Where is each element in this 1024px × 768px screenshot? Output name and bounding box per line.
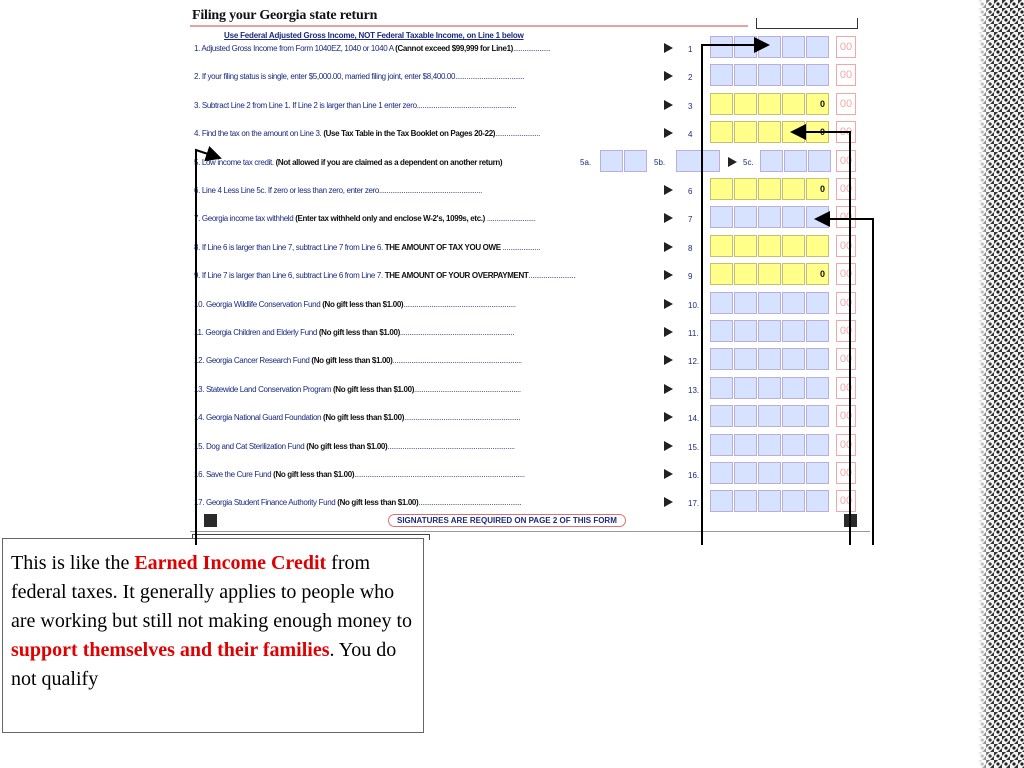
digit-cell[interactable] bbox=[806, 462, 829, 484]
digit-cell[interactable] bbox=[710, 64, 733, 86]
line-arrow-icon bbox=[664, 384, 673, 394]
leader-dots: ............................................................ bbox=[403, 299, 516, 309]
line-5c-input-cell[interactable] bbox=[808, 150, 831, 172]
line-description bbox=[194, 470, 525, 479]
line-bold-text: (No gift less than $1.00) bbox=[318, 328, 400, 337]
amount-value: 0 bbox=[819, 98, 825, 109]
line-number: 4 bbox=[688, 130, 693, 140]
digit-cell[interactable] bbox=[710, 206, 733, 228]
digit-cell[interactable] bbox=[710, 377, 733, 399]
line-arrow-icon bbox=[664, 213, 673, 223]
form-line-4 bbox=[190, 121, 870, 145]
line-arrow-icon bbox=[664, 469, 673, 479]
digit-cell[interactable] bbox=[710, 490, 733, 512]
form-line-2 bbox=[190, 64, 870, 88]
leader-dots: ......................................................... bbox=[414, 384, 521, 394]
line-number: 3 bbox=[688, 101, 693, 111]
line-text: 10. Georgia Wildlife Conservation Fund bbox=[194, 299, 323, 309]
cents-input[interactable]: 00 bbox=[836, 93, 856, 115]
line-bold-text: (No gift less than $1.00) bbox=[311, 356, 393, 366]
line-arrow-icon bbox=[664, 270, 673, 280]
digit-cell[interactable] bbox=[782, 64, 805, 86]
digit-cell[interactable] bbox=[710, 320, 733, 342]
line-text: 5. Low income tax credit. bbox=[194, 157, 276, 167]
line-arrow-icon bbox=[664, 100, 673, 110]
line-5b-input-cell[interactable] bbox=[676, 150, 720, 172]
line-bold-text: (No gift less than $1.00) bbox=[322, 299, 404, 309]
digit-cell[interactable] bbox=[806, 263, 829, 285]
digit-cell[interactable] bbox=[758, 434, 781, 456]
digit-cell[interactable] bbox=[806, 235, 829, 257]
amount-input[interactable] bbox=[710, 405, 830, 427]
digit-cell[interactable] bbox=[734, 377, 757, 399]
line-bold-text: THE AMOUNT OF TAX YOU OWE bbox=[384, 242, 501, 252]
georgia-tax-form bbox=[190, 0, 870, 545]
line-number: 15. bbox=[688, 442, 700, 452]
line-text: 8. If Line 6 is larger than Line 7, subtract Line 7 from Line 6. bbox=[194, 242, 385, 252]
digit-cell[interactable] bbox=[758, 235, 781, 257]
leader-dots: ..................................................... bbox=[416, 100, 516, 110]
line-text: 15. Dog and Cat Sterilization Fund bbox=[194, 441, 307, 451]
cents-input[interactable]: 00 bbox=[836, 150, 856, 172]
line-arrow-icon bbox=[664, 43, 673, 53]
amount-value: 0 bbox=[819, 127, 825, 138]
cents-input[interactable]: 00 bbox=[836, 434, 856, 456]
digit-cell[interactable] bbox=[758, 178, 781, 200]
digit-cell[interactable] bbox=[782, 93, 805, 115]
line-number: 7 bbox=[688, 215, 693, 225]
line-text: 14. Georgia National Guard Foundation bbox=[194, 413, 324, 423]
digit-cell[interactable] bbox=[806, 206, 829, 228]
digit-cell[interactable] bbox=[758, 263, 781, 285]
amount-input[interactable] bbox=[710, 348, 830, 370]
line-text: 12. Georgia Cancer Research Fund bbox=[194, 356, 312, 366]
cents-input[interactable]: 00 bbox=[836, 121, 856, 143]
digit-cell[interactable] bbox=[734, 348, 757, 370]
digit-cell[interactable] bbox=[710, 263, 733, 285]
line-text: 6. Line 4 Less Line 5c. If zero or less than zero, enter zero bbox=[194, 186, 379, 195]
leader-dots: .............................................................. bbox=[404, 413, 521, 423]
line-number: 11. bbox=[688, 329, 699, 338]
digit-cell[interactable] bbox=[734, 64, 757, 86]
digit-cell[interactable] bbox=[782, 121, 805, 143]
digit-cell[interactable] bbox=[710, 178, 733, 200]
digit-cell[interactable] bbox=[734, 434, 757, 456]
line-arrow-icon bbox=[728, 157, 737, 167]
line-number: 14. bbox=[688, 414, 700, 424]
digit-cell[interactable] bbox=[710, 405, 733, 427]
digit-cell[interactable] bbox=[782, 348, 805, 370]
leader-dots: .................... bbox=[500, 242, 541, 252]
decorative-pattern-strip bbox=[978, 0, 1024, 768]
line-description bbox=[194, 72, 524, 81]
leader-dots: ....................................................... bbox=[418, 498, 522, 508]
digit-cell[interactable] bbox=[806, 64, 829, 86]
digit-cell[interactable] bbox=[806, 348, 829, 370]
form-line-8 bbox=[190, 235, 870, 259]
digit-cell[interactable] bbox=[782, 320, 805, 342]
digit-cell[interactable] bbox=[710, 36, 733, 58]
leader-dots: .................................................................... bbox=[387, 441, 515, 451]
digit-cell[interactable] bbox=[758, 320, 781, 342]
digit-cell[interactable] bbox=[758, 36, 781, 58]
digit-cell[interactable] bbox=[734, 405, 757, 427]
line-arrow-icon bbox=[664, 327, 673, 337]
registration-mark-left bbox=[204, 514, 217, 527]
digit-cell[interactable] bbox=[734, 121, 757, 143]
digit-cell[interactable] bbox=[734, 235, 757, 257]
digit-cell[interactable] bbox=[710, 292, 733, 314]
amount-input[interactable] bbox=[710, 320, 830, 342]
line-arrow-icon bbox=[664, 497, 673, 507]
line-arrow-icon bbox=[664, 355, 673, 365]
digit-cell[interactable] bbox=[734, 292, 757, 314]
form-line-3 bbox=[190, 93, 870, 117]
line-number: 16. bbox=[688, 471, 700, 480]
pattern-graphic bbox=[978, 0, 1024, 768]
callout-text-2: from federal taxes. It generally applies to people who are working but still not making enough money to bbox=[11, 552, 413, 632]
amount-input[interactable] bbox=[710, 64, 830, 86]
amount-input[interactable] bbox=[710, 462, 830, 484]
digit-cell[interactable] bbox=[782, 263, 805, 285]
digit-cell[interactable] bbox=[782, 36, 805, 58]
cents-input[interactable]: 00 bbox=[836, 178, 856, 200]
line-description bbox=[194, 186, 482, 195]
line-arrow-icon bbox=[664, 185, 673, 195]
digit-cell[interactable] bbox=[734, 320, 757, 342]
form-instruction: Use Federal Adjusted Gross Income, NOT Federal Taxable Income, on Line 1 below bbox=[224, 31, 524, 40]
form-line-10 bbox=[190, 292, 870, 316]
line-description bbox=[194, 498, 521, 507]
amount-input[interactable] bbox=[710, 235, 830, 257]
digit-cell[interactable] bbox=[806, 93, 829, 115]
callout-highlight-support: support themselves and their families bbox=[11, 639, 330, 661]
callout-text-3: . You do not qualify bbox=[11, 639, 397, 690]
leader-dots: ........................ bbox=[495, 129, 541, 139]
digit-cell[interactable] bbox=[734, 490, 757, 512]
line-bold-text: (No gift less than $1.00) bbox=[306, 441, 388, 451]
header-box bbox=[756, 18, 858, 29]
form-bottom-rule bbox=[190, 531, 870, 532]
line-number: 8 bbox=[688, 243, 693, 253]
digit-cell[interactable] bbox=[758, 348, 781, 370]
digit-cell[interactable] bbox=[710, 462, 733, 484]
line-number: 1 bbox=[688, 45, 693, 54]
amount-input[interactable] bbox=[710, 36, 830, 58]
cents-input[interactable]: 00 bbox=[836, 206, 856, 228]
signature-note: SIGNATURES ARE REQUIRED ON PAGE 2 OF THIS FORM bbox=[388, 514, 626, 527]
line-number: 13. bbox=[688, 385, 700, 395]
cents-input[interactable]: 00 bbox=[836, 235, 856, 257]
form-line-5 bbox=[190, 150, 870, 174]
line-number: 6 bbox=[688, 187, 693, 196]
line-5a-input-cell[interactable] bbox=[600, 150, 623, 172]
amount-input[interactable] bbox=[710, 263, 830, 285]
digit-cell[interactable] bbox=[806, 490, 829, 512]
form-title: Filing your Georgia state return bbox=[192, 8, 378, 23]
form-line-6 bbox=[190, 178, 870, 202]
line-5c-input-cell[interactable] bbox=[784, 150, 807, 172]
leader-dots: ......................... bbox=[528, 271, 576, 281]
line-5a-input-cell[interactable] bbox=[624, 150, 647, 172]
leader-dots: .................... bbox=[513, 44, 551, 53]
line-number: 12. bbox=[688, 357, 700, 367]
line-arrow-icon bbox=[664, 441, 673, 451]
digit-cell[interactable] bbox=[806, 121, 829, 143]
amount-input[interactable] bbox=[710, 434, 830, 456]
line-text: 4. Find the tax on the amount on Line 3. bbox=[194, 129, 324, 139]
line-description bbox=[194, 271, 575, 280]
form-line-12 bbox=[190, 348, 870, 372]
digit-cell[interactable] bbox=[758, 206, 781, 228]
line-arrow-icon bbox=[664, 242, 673, 252]
line-5b-label: 5b. bbox=[654, 157, 666, 167]
line-bold-text: (No gift less than $1.00) bbox=[332, 384, 415, 394]
digit-cell[interactable] bbox=[782, 292, 805, 314]
cents-input[interactable]: 00 bbox=[836, 263, 856, 285]
leader-dots: ............................................................. bbox=[399, 328, 515, 337]
digit-cell[interactable] bbox=[758, 490, 781, 512]
digit-cell[interactable] bbox=[806, 405, 829, 427]
line-description bbox=[194, 356, 522, 365]
form-line-15 bbox=[190, 434, 870, 458]
cents-input[interactable]: 00 bbox=[836, 490, 856, 512]
form-line-1 bbox=[190, 36, 870, 60]
digit-cell[interactable] bbox=[758, 292, 781, 314]
line-text: 3. Subtract Line 2 from Line 1. If Line 2 is larger than Line 1 enter zero bbox=[194, 100, 417, 110]
leader-dots: .......................... bbox=[484, 214, 536, 224]
leader-dots: ..................................... bbox=[455, 72, 525, 82]
amount-input[interactable] bbox=[710, 377, 830, 399]
cents-input[interactable]: 00 bbox=[836, 462, 856, 484]
line-bold-text: (Enter tax withheld only and enclose W-2's, 1099s, etc.) bbox=[295, 214, 485, 224]
digit-cell[interactable] bbox=[758, 462, 781, 484]
line-description bbox=[194, 158, 502, 167]
line-description bbox=[194, 129, 540, 138]
registration-mark-right bbox=[844, 514, 857, 527]
callout-highlight-earned-income-credit: Earned Income Credit bbox=[134, 552, 327, 574]
digit-cell[interactable] bbox=[782, 377, 805, 399]
amount-input[interactable] bbox=[710, 93, 830, 115]
digit-cell[interactable] bbox=[734, 462, 757, 484]
line-description bbox=[194, 243, 540, 252]
line-description bbox=[194, 442, 515, 451]
digit-cell[interactable] bbox=[806, 292, 829, 314]
line-text: 1. Adjusted Gross Income from Form 1040EZ, 1040 or 1040 A bbox=[194, 44, 396, 53]
line-bold-text: (No gift less than $1.00) bbox=[273, 470, 355, 479]
digit-cell[interactable] bbox=[758, 121, 781, 143]
line-number: 9 bbox=[688, 272, 693, 282]
form-line-13 bbox=[190, 377, 870, 401]
digit-cell[interactable] bbox=[806, 377, 829, 399]
digit-cell[interactable] bbox=[710, 121, 733, 143]
line-bold-text: (No gift less than $1.00) bbox=[337, 498, 419, 508]
amount-input[interactable] bbox=[710, 490, 830, 512]
digit-cell[interactable] bbox=[758, 64, 781, 86]
line-5c-label: 5c. bbox=[743, 157, 754, 167]
line-bold-text: (Cannot exceed $99,999 for Line1) bbox=[395, 44, 513, 53]
line-text: 2. If your filing status is single, enter $5,000.00, married filing joint, enter $8,400.00 bbox=[194, 72, 456, 82]
form-line-17 bbox=[190, 490, 870, 514]
leader-dots: ........................................................................................... bbox=[354, 470, 525, 479]
form-line-7 bbox=[190, 206, 870, 230]
line-number: 2 bbox=[688, 73, 693, 83]
line-number: 10. bbox=[688, 300, 700, 310]
cents-input[interactable]: 00 bbox=[836, 36, 856, 58]
digit-cell[interactable] bbox=[782, 206, 805, 228]
digit-cell[interactable] bbox=[710, 434, 733, 456]
line-bold-text: (Use Tax Table in the Tax Booklet on Pages 20-22) bbox=[323, 129, 496, 139]
line-bold-text: THE AMOUNT OF YOUR OVERPAYMENT bbox=[384, 271, 529, 281]
digit-cell[interactable] bbox=[734, 263, 757, 285]
leader-dots: ....................................................... bbox=[379, 186, 482, 195]
line-arrow-icon bbox=[664, 412, 673, 422]
amount-value: 0 bbox=[819, 269, 825, 280]
digit-cell[interactable] bbox=[758, 377, 781, 399]
digit-cell[interactable] bbox=[782, 235, 805, 257]
line-description bbox=[194, 300, 516, 309]
form-line-11 bbox=[190, 320, 870, 344]
form-line-14 bbox=[190, 405, 870, 429]
callout-note bbox=[2, 538, 424, 733]
line-description bbox=[194, 413, 520, 422]
line-arrow-icon bbox=[664, 299, 673, 309]
amount-input[interactable] bbox=[710, 206, 830, 228]
digit-cell[interactable] bbox=[734, 93, 757, 115]
digit-cell[interactable] bbox=[782, 434, 805, 456]
digit-cell[interactable] bbox=[782, 405, 805, 427]
line-bold-text: (Not allowed if you are claimed as a dependent on another return) bbox=[275, 157, 503, 167]
cents-input[interactable]: 00 bbox=[836, 292, 856, 314]
line-text: 17. Georgia Student Finance Authority Fund bbox=[194, 498, 338, 508]
form-line-16 bbox=[190, 462, 870, 486]
digit-cell[interactable] bbox=[782, 178, 805, 200]
line-5a-label: 5a. bbox=[580, 157, 592, 167]
digit-cell[interactable] bbox=[782, 490, 805, 512]
cents-input[interactable]: 00 bbox=[836, 64, 856, 86]
digit-cell[interactable] bbox=[782, 462, 805, 484]
amount-input[interactable] bbox=[710, 178, 830, 200]
digit-cell[interactable] bbox=[734, 36, 757, 58]
digit-cell[interactable] bbox=[806, 434, 829, 456]
digit-cell[interactable] bbox=[710, 93, 733, 115]
cents-input[interactable]: 00 bbox=[836, 348, 856, 370]
line-arrow-icon bbox=[664, 128, 673, 138]
line-text: 7. Georgia income tax withheld bbox=[194, 214, 296, 224]
amount-input[interactable] bbox=[710, 121, 830, 143]
digit-cell[interactable] bbox=[758, 93, 781, 115]
line-arrow-icon bbox=[664, 71, 673, 81]
amount-value: 0 bbox=[819, 184, 825, 194]
callout-text-1: This is like the bbox=[11, 552, 135, 574]
digit-cell[interactable] bbox=[806, 36, 829, 58]
leader-dots: ..................................................................... bbox=[392, 356, 522, 366]
digit-cell[interactable] bbox=[710, 348, 733, 370]
digit-cell[interactable] bbox=[758, 405, 781, 427]
cents-input[interactable]: 00 bbox=[836, 320, 856, 342]
line-text: 16. Save the Cure Fund bbox=[194, 470, 274, 479]
line-description bbox=[194, 214, 536, 223]
line-text: 13. Statewide Land Conservation Program bbox=[194, 384, 333, 394]
line-5c-input-cell[interactable] bbox=[760, 150, 783, 172]
line-description bbox=[194, 101, 516, 110]
digit-cell[interactable] bbox=[734, 178, 757, 200]
title-underline bbox=[190, 25, 748, 27]
form-line-9 bbox=[190, 263, 870, 287]
digit-cell[interactable] bbox=[710, 235, 733, 257]
cents-input[interactable]: 00 bbox=[836, 405, 856, 427]
line-description bbox=[194, 328, 514, 337]
line-description bbox=[194, 44, 550, 53]
digit-cell[interactable] bbox=[806, 320, 829, 342]
line-text: 9. If Line 7 is larger than Line 6, subtract Line 6 from Line 7. bbox=[194, 271, 385, 281]
amount-input[interactable] bbox=[710, 292, 830, 314]
digit-cell[interactable] bbox=[734, 206, 757, 228]
cents-input[interactable]: 00 bbox=[836, 377, 856, 399]
line-number: 17. bbox=[688, 499, 700, 509]
digit-cell[interactable] bbox=[806, 178, 829, 200]
line-bold-text: (No gift less than $1.00) bbox=[323, 413, 405, 423]
line-description bbox=[194, 385, 521, 394]
line-text: 11. Georgia Children and Elderly Fund bbox=[194, 328, 319, 337]
